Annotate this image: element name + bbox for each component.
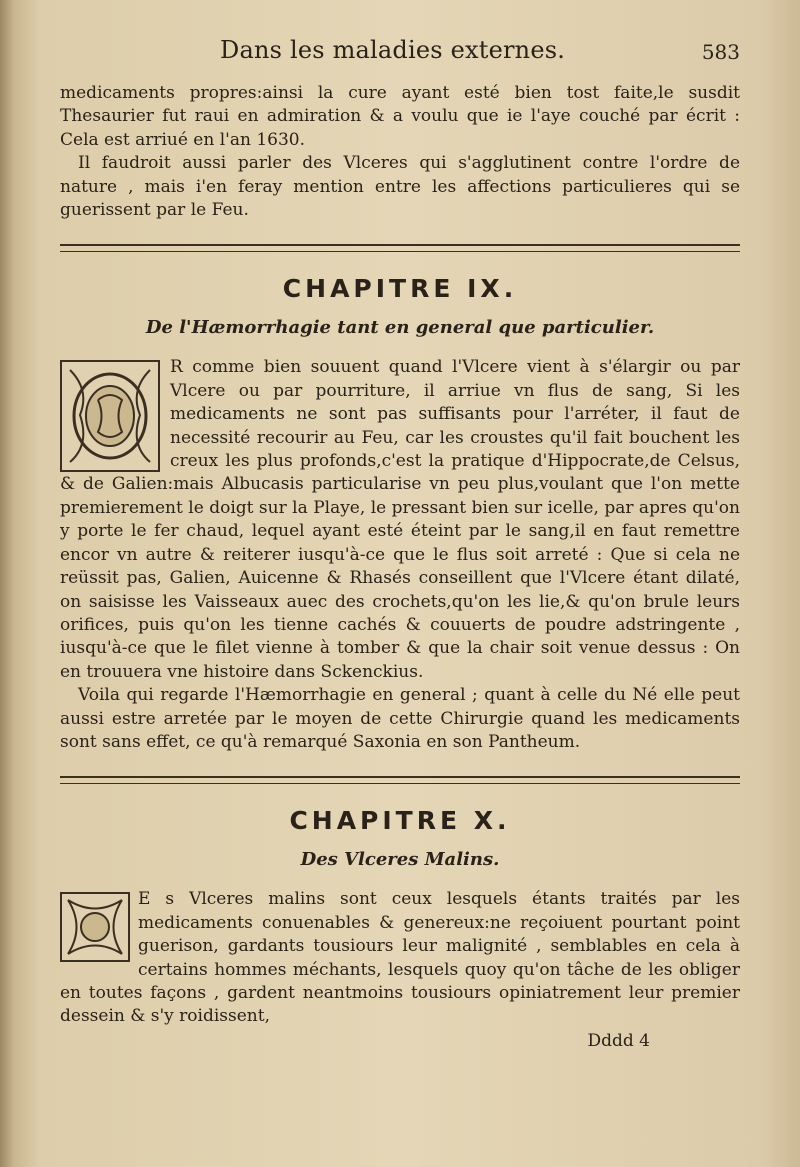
page-content — [60, 36, 740, 1051]
ornamental-initial-icon — [60, 892, 130, 962]
ornamental-initial-icon — [60, 360, 160, 472]
signature-mark: Dddd 4 — [587, 1030, 650, 1051]
page-number: 583 — [701, 40, 740, 64]
intro-paragraph: Il faudroit aussi parler des Vlceres qui s'agglutinent contre l'ordre de nature , mais i'en feray mention entre les affections particulieres qui se guerissent par le Feu. — [60, 153, 740, 221]
section-divider — [60, 244, 740, 252]
chapter-paragraph: Voila qui regarde l'Hæmorrhagie en general ; quant à celle du Né elle peut aussi estre arretée par le moyen de cette Chirurgie quand les medicaments sont sans effet, ce qu'à remarqué Saxonia en son Pantheum. — [60, 685, 740, 752]
section-divider — [60, 776, 740, 784]
chapter-subtitle: Des Vlceres Malins. — [300, 849, 500, 871]
chapter-title: CHAPITRE IX. — [282, 274, 518, 304]
chapter-subtitle: De l'Hæmorrhagie tant en general que particulier. — [145, 317, 655, 339]
page-header — [60, 36, 740, 82]
running-head: Dans les maladies externes. — [220, 36, 566, 64]
chapter-title: CHAPITRE X. — [289, 806, 511, 836]
chapter-paragraph: E s Vlceres malins sont ceux lesquels étants traités par les medicaments conuenables & genereux:ne reçoiuent pourtant point guerison, gardants tousiours leur malignité , semblables en cela à certains hommes méchants, lesquels quoy qu'on tâche de les obliger en toutes façons , gardent neantmoins tousiours opiniatrement leur premier dessein & s'y roidissent, — [60, 889, 740, 1027]
chapter-paragraph: R comme bien souuent quand l'Vlcere vient à s'élargir ou par Vlcere ou par pourriture, il arriue vn flus de sang, Si les medicaments ne sont pas suffisants pour l'arréter, il faut de necessité recourir au Feu, car les croustes qu'il fait bouchent les creux les plus profonds,c'est la pratique d'Hippocrate,de Celsus, & de Galien:mais Albucasis particularise vn peu plus,voulant que l'on mette premierement le doigt sur la Playe, le pressant bien sur icelle, par apres qu'on y porte le fer chaud, lequel ayant esté éteint par le sang,il en faut remettre encor vn autre & reiterer iusqu'à-ce que le flus soit arreté : Que si cela ne reüssit pas, Galien, Auicenne & Rhasés conseillent que l'Vlcere étant dilaté, on saisisse les Vaisseaux auec des crochets,qu'on les lie,& qu'on brule leurs orifices, puis qu'on les tienne cachés & couuerts de poudre adstringente , iusqu'à-ce que le filet vienne à tomber & que la chair soit venue dessus : On en trouuera vne histoire dans Sckenckius. — [60, 357, 740, 682]
intro-paragraph: medicaments propres:ainsi la cure ayant esté bien tost faite,le susdit Thesaurier fut raui en admiration & a voulu que ie l'aye couché par écrit : Cela est arriué en l'an 1630. — [60, 83, 740, 150]
